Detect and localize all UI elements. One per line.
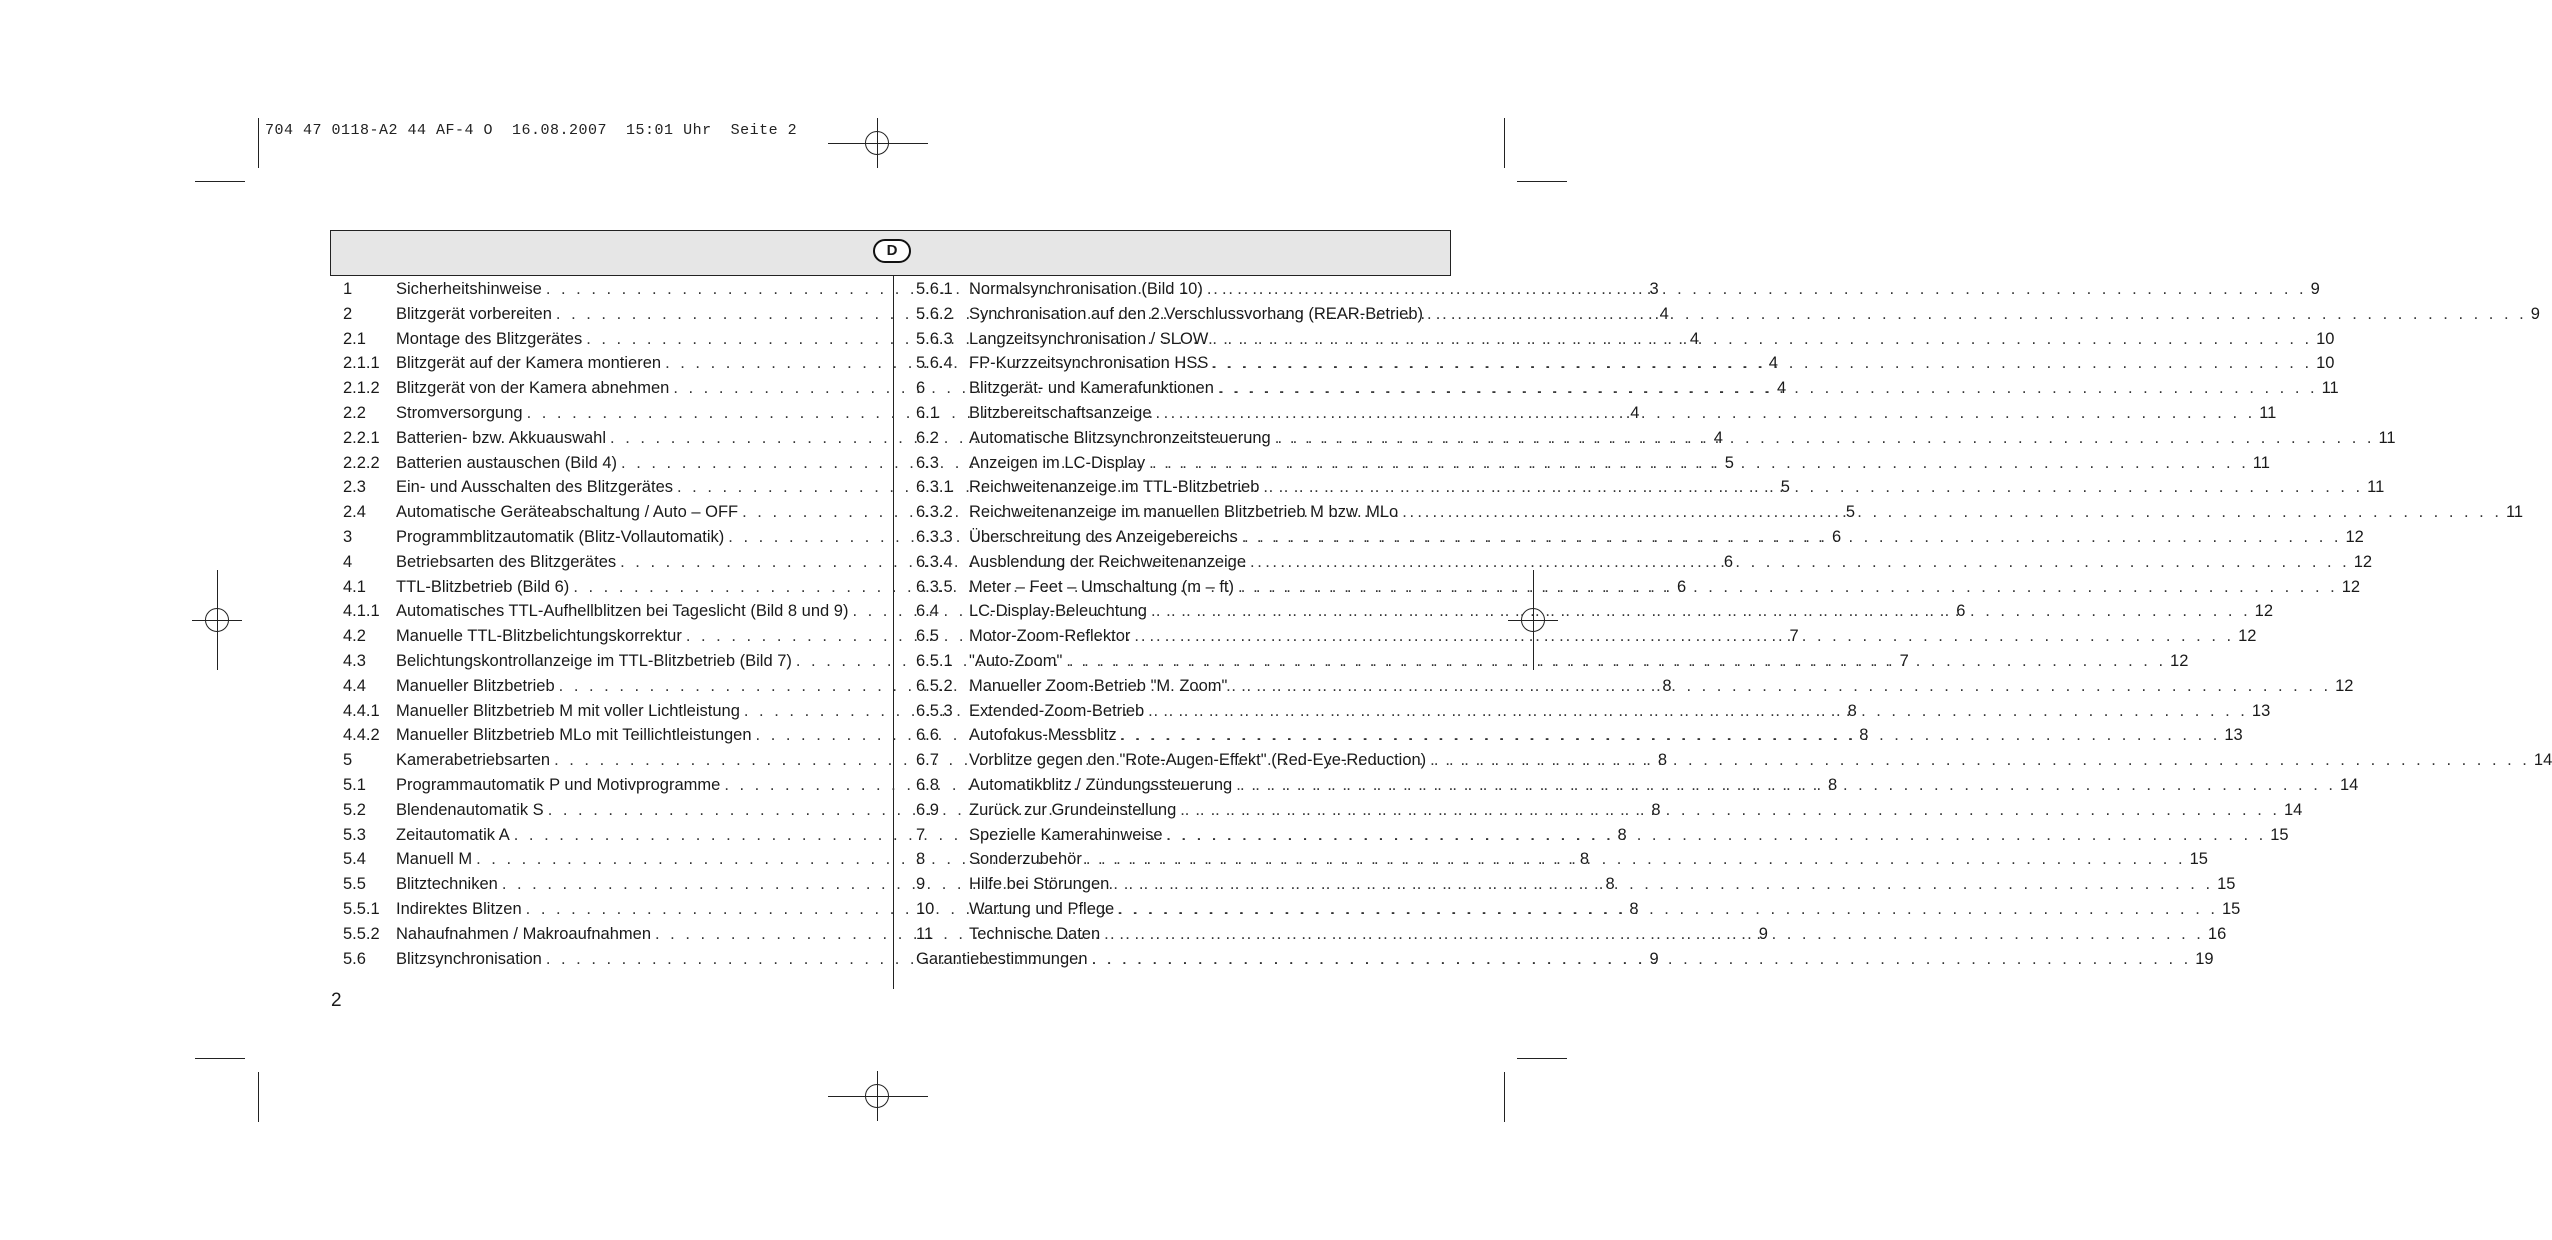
toc-entry-page: 8 [1617,825,1627,844]
toc-entry-number: 5.6 [343,949,366,968]
toc-entry-title: Blitzgerät auf der Kamera montieren [396,354,662,373]
toc-leader-dots [1104,925,2204,944]
toc-entry[interactable] [916,949,2214,975]
toc-leader-dots [1236,776,2336,795]
crop-mark [1504,118,1505,168]
toc-entry-title: Betriebsarten des Blitzgerätes [396,552,617,571]
crop-mark [195,1058,245,1059]
toc-entry-number: 6.3.2 [916,503,953,522]
toc-entry-number: 4.4.1 [343,701,380,720]
toc-entry-page: 7 [1899,651,1909,670]
toc-entry-title: Ausblendung der Reichweitenanzeige [969,552,1247,571]
toc-entry-title: Stromversorgung [396,403,523,422]
toc-entry-title: Sonderzubehör [969,850,1082,869]
toc-entry-number: 2 [343,304,353,323]
toc-entry-number: 6.7 [916,751,939,770]
toc-entry[interactable] [916,577,2361,603]
toc-entry[interactable] [916,329,2335,355]
toc-leader-dots [1250,553,2350,572]
toc-entry[interactable] [916,403,2277,429]
toc-entry-number: 2.2.2 [343,453,380,472]
toc-entry-page: 15 [2221,899,2241,918]
toc-entry-number: 6.5.3 [916,701,953,720]
toc-entry[interactable] [916,875,2236,900]
toc-entry-page: 12 [2345,527,2364,546]
toc-right-column [916,280,2552,974]
toc-entry-title: Automatische Blitzsynchronzeitsteuerung [969,428,1271,447]
toc-entry-title: Indirektes Blitzen [396,899,522,918]
toc-entry-title: Zurück zur Grundeinstellung [969,800,1177,819]
toc-entry-number: 6.4 [916,602,939,621]
toc-entry-page: 15 [2217,875,2236,894]
toc-entry-title: Blitzgerät von der Kamera abnehmen [396,379,670,398]
toc-entry-title: Blitzgerät vorbereiten [396,304,552,323]
toc-entry[interactable] [916,676,2354,702]
toc-entry-title: Kamerabetriebsarten [396,751,551,770]
toc-entry-title: Reichweitenanzeige im TTL-Blitzbetrieb [969,478,1260,497]
toc-entry-page: 6 [1832,527,1842,546]
toc-entry-title: FP-Kurzzeitsynchronisation HSS [969,354,1209,373]
toc-entry-title: Spezielle Kamerahinweise [969,825,1163,844]
toc-entry[interactable] [916,478,2385,503]
toc-leader-dots [1430,751,2530,770]
toc-leader-dots [1151,602,2251,621]
toc-entry-number: 4.4.2 [343,726,380,745]
toc-leader-dots [1113,875,2213,894]
toc-entry-page: 6 [1956,602,1966,621]
toc-entry[interactable] [916,304,2540,330]
toc-entry[interactable] [916,924,2227,950]
toc-entry-number: 6.3 [916,453,939,472]
toc-entry-number: 2.2.1 [343,428,380,447]
toc-entry-number: 6.8 [916,775,939,794]
toc-entry-number: 1 [343,280,353,298]
toc-leader-dots [1427,305,2527,324]
toc-leader-dots [1263,478,2363,497]
toc-entry-title: Blendenautomatik S [396,800,544,819]
toc-entry[interactable] [916,354,2335,379]
toc-entry-page: 13 [2224,726,2243,745]
toc-entry-number: 4.3 [343,651,366,670]
toc-entry-page: 11 [2505,503,2524,522]
toc-entry-title: Batterien- bzw. Akkuauswahl [396,428,607,447]
toc-entry-number: 6.2 [916,428,939,447]
toc-entry-title: Montage des Blitzgerätes [396,329,583,348]
toc-entry-number: 5.3 [343,825,366,844]
toc-entry-number: 5.6.2 [916,304,953,323]
toc-entry-title: Technische Daten [969,924,1101,943]
toc-entry-page: 8 [1579,850,1590,869]
print-slug: 704 47 0118-A2 44 AF-4 O 16.08.2007 15:01 Uhr Seite 2 [265,122,798,139]
toc-leader-dots [1148,702,2248,721]
toc-entry-page: 12 [2335,676,2354,695]
toc-entry-title: Manueller Zoom-Betrieb "M. Zoom" [969,676,1228,695]
toc-entry-number: 5.6.3 [916,329,953,348]
toc-entry-number: 6.3.5 [916,577,953,596]
toc-entry-number: 5.2 [343,800,366,819]
toc-entry-page: 7 [1789,627,1799,646]
crop-mark [195,181,245,182]
toc-entry-page: 14 [2339,775,2359,794]
toc-entry-title: Belichtungskontrollanzeige im TTL-Blitzbetrieb (Bild 7) [396,651,792,670]
toc-entry-title: Blitzsynchronisation [396,949,542,968]
toc-entry-number: 6 [916,379,926,398]
toc-leader-dots [1402,503,2502,522]
toc-entry-number: 10 [916,899,935,918]
toc-entry-page: 19 [2195,949,2214,968]
toc-entry-page: 4 [1689,329,1700,348]
toc-entry-title: Hilfe bei Störungen [969,875,1110,894]
toc-leader-dots [1118,900,2218,919]
toc-entry-page: 15 [2189,850,2208,869]
toc-entry-number: 7 [916,825,926,844]
toc-entry-page: 12 [2353,552,2373,571]
toc-entry-title: Batterien austauschen (Bild 4) [396,453,618,472]
toc-leader-dots [1066,652,2166,671]
toc-entry-number: 2.1.2 [343,379,380,398]
toc-entry-number: 6.6 [916,726,939,745]
toc-entry-page: 10 [2316,329,2335,348]
toc-entry-page: 11 [2367,478,2385,497]
toc-leader-dots [1134,627,2234,646]
toc-entry-number: 2.1 [343,329,366,348]
toc-entry-number: 6.5.2 [916,676,953,695]
toc-entry[interactable] [916,503,2524,528]
toc-entry-title: Blitztechniken [396,875,498,894]
toc-entry[interactable] [916,602,2274,627]
toc-entry-page: 4 [1659,304,1669,323]
toc-entry-title: Manueller Blitzbetrieb MLo mit Teillichtleistungen [396,726,752,745]
toc-leader-dots [1275,429,2375,448]
toc-leader-dots [1212,330,2312,349]
toc-entry-title: Automatische Geräteabschaltung / Auto – OFF [396,503,739,522]
crop-mark [1517,1058,1567,1059]
toc-entry-page: 11 [2378,428,2396,447]
toc-entry[interactable] [916,627,2257,652]
toc-entry-title: Vorblitze gegen den "Rote-Augen-Effekt" (Red-Eye-Reduction) [969,751,1427,770]
toc-entry[interactable] [916,552,2373,578]
toc-entry-title: Automatikblitz / Zündungssteuerung [969,775,1233,794]
toc-entry-page: 8 [1859,726,1869,745]
toc-entry-number: 6.1 [916,403,939,422]
toc-entry-page: 8 [1662,676,1672,695]
toc-entry-page: 9 [1649,949,1659,968]
toc-entry[interactable] [916,527,2364,553]
toc-entry-title: Meter – Feet – Umschaltung (m – ft) [969,577,1235,596]
toc-entry-number: 4 [343,552,353,571]
crop-mark [258,1072,259,1122]
toc-entry-title: Automatisches TTL-Aufhellblitzen bei Tageslicht (Bild 8 und 9) [396,602,849,621]
toc-entry-number: 6.9 [916,800,939,819]
toc-entry-title: TTL-Blitzbetrieb (Bild 6) [396,577,570,596]
toc-entry[interactable] [916,453,2270,479]
toc-entry-title: Motor-Zoom-Reflektor [969,627,1131,646]
toc-entry-page: 4 [1768,354,1778,373]
toc-entry[interactable] [916,800,2303,826]
toc-entry-page: 14 [2283,800,2303,819]
toc-entry-page: 4 [1777,379,1787,398]
toc-entry-number: 5.6.1 [916,280,953,298]
toc-entry-page: 16 [2207,924,2227,943]
toc-leader-dots [1180,801,2280,820]
toc-entry-title: Normalsynchronisation (Bild 10) [969,280,1203,298]
toc-entry-number: 2.1.1 [343,354,380,373]
toc-entry-title: Manuell M [396,850,473,869]
toc-leader-dots [1092,950,2192,969]
toc-entry-page: 10 [2316,354,2335,373]
toc-entry-title: Wartung und Pflege [969,899,1115,918]
toc-entry-title: LC-Display-Beleuchtung [969,602,1147,621]
toc-entry-page: 9 [2530,304,2540,323]
toc-entry[interactable] [916,751,2552,776]
toc-entry-page: 8 [1847,701,1857,720]
toc-entry[interactable] [916,775,2359,801]
toc-entry-title: Ein- und Ausschalten des Blitzgerätes [396,478,673,497]
toc-entry-page: 12 [2170,651,2189,670]
toc-entry-title: Nahaufnahmen / Makroaufnahmen [396,924,651,943]
toc-entry-number: 5.5 [343,875,366,894]
toc-leader-dots [1086,850,2186,869]
toc-entry-number: 6.3.1 [916,478,953,497]
toc-entry[interactable] [916,701,2271,727]
toc-entry[interactable] [916,379,2339,404]
toc-entry-page: 5 [1780,478,1790,497]
toc-entry-title: Manuelle TTL-Blitzbelichtungskorrektur [396,627,682,646]
toc-entry[interactable] [916,825,2289,851]
toc-entry-page: 4 [1713,428,1723,447]
toc-entry[interactable] [916,428,2396,454]
toc-entry-number: 2.3 [343,478,366,497]
toc-entry-title: Autofokus-Messblitz [969,726,1117,745]
toc-entry-page: 5 [1845,503,1856,522]
toc-entry-page: 9 [2310,280,2320,298]
toc-entry-page: 12 [2254,602,2274,621]
toc-entry-page: 11 [2252,453,2270,472]
toc-entry-number: 5.1 [343,775,366,794]
toc-entry-number: 5.6.4 [916,354,953,373]
toc-entry[interactable] [916,280,2320,305]
toc-entry-title: Extended-Zoom-Betrieb [969,701,1145,720]
toc-entry-number: 2.2 [343,403,366,422]
toc-entry[interactable] [916,899,2241,925]
toc-entry-number: 6.3.4 [916,552,953,571]
toc-entry-title: Garantiebestimmungen [916,949,1088,968]
toc-entry-number: 5.4 [343,850,366,869]
toc-entry-number: 4.1 [343,577,366,596]
toc-entry-number: 6.3.3 [916,527,953,546]
toc-entry[interactable] [916,850,2208,875]
toc-entry-number: 2.4 [343,503,366,522]
toc-entry-page: 9 [1758,924,1768,943]
toc-entry-number: 3 [343,527,353,546]
toc-entry-title: Langzeitsynchronisation / SLOW [969,329,1209,348]
toc-leader-dots [1212,354,2312,373]
toc-entry-title: Synchronisation auf den 2.Verschlussvorhang (REAR-Betrieb) [969,304,1423,323]
toc-entry-page: 11 [2259,403,2277,422]
toc-entry-page: 8 [1828,775,1838,794]
toc-leader-dots [1238,578,2338,597]
toc-entry-page: 11 [2321,379,2339,398]
toc-leader-dots [1121,726,2221,745]
toc-entry-page: 12 [2341,577,2361,596]
toc-entry-title: Zeitautomatik A [396,825,510,844]
toc-entry-page: 6 [1677,577,1687,596]
toc-leader-dots [1207,280,2307,299]
toc-leader-dots [1149,454,2249,473]
toc-entry-number: 4.4 [343,676,366,695]
toc-entry-number: 11 [916,924,934,943]
toc-entry-title: Blitzgerät- und Kamerafunktionen [969,379,1214,398]
toc-entry-number: 5.5.1 [343,899,380,918]
toc-entry-number: 6.5.1 [916,651,953,670]
toc-leader-dots [1167,826,2267,845]
toc-entry-page: 14 [2533,751,2552,770]
toc-entry-title: Anzeigen im LC-Display [969,453,1146,472]
language-badge: D [873,239,911,263]
toc-entry-title: Blitzbereitschaftsanzeige [969,403,1152,422]
toc-entry-page: 8 [1657,751,1667,770]
crop-mark [1517,181,1567,182]
toc-entry-title: Reichweitenanzeige im manuellen Blitzbetrieb M bzw. MLo [969,503,1399,522]
toc-entry-page: 3 [1649,280,1659,298]
toc-entry-title: Programmautomatik P und Motivprogramme [396,775,721,794]
toc-entry-title: "Auto-Zoom" [969,651,1063,670]
toc-entry-number: 9 [916,875,926,894]
toc-leader-dots [1218,379,2318,398]
toc-entry-page: 6 [1723,552,1734,571]
toc-entry-number: 8 [916,850,926,869]
toc-entry-page: 8 [1629,899,1639,918]
toc-leader-dots [1156,404,2256,423]
toc-entry-number: 4.2 [343,627,366,646]
toc-leader-dots [1242,528,2342,547]
toc-entry-page: 5 [1724,453,1734,472]
crop-mark [1504,1072,1505,1122]
crop-mark [258,118,259,168]
toc-entry-title: Manueller Blitzbetrieb M mit voller Lichtleistung [396,701,740,720]
toc-entry[interactable] [916,651,2189,677]
toc-entry-title: Überschreitung des Anzeigebereichs [969,527,1238,546]
toc-entry-number: 5.5.2 [343,924,380,943]
page-number: 2 [331,990,342,1011]
toc-entry-page: 13 [2251,701,2271,720]
toc-entry-title: Programmblitzautomatik (Blitz-Vollautomatik) [396,527,725,546]
toc-entry-number: 5 [343,751,353,770]
toc-entry-page: 8 [1605,875,1615,894]
toc-entry-number: 6.5 [916,627,939,646]
toc-entry-page: 12 [2238,627,2257,646]
toc-entry-number: 4.1.1 [343,602,380,621]
toc-entry-title: Manueller Blitzbetrieb [396,676,555,695]
toc-leader-dots [1231,677,2331,696]
section-header-bar [330,230,1451,276]
toc-entry-page: 15 [2270,825,2289,844]
toc-entry[interactable] [916,726,2243,751]
toc-entry-page: 4 [1630,403,1640,422]
toc-entry-page: 8 [1651,800,1661,819]
toc-entry-title: Sicherheitshinweise [396,280,542,298]
